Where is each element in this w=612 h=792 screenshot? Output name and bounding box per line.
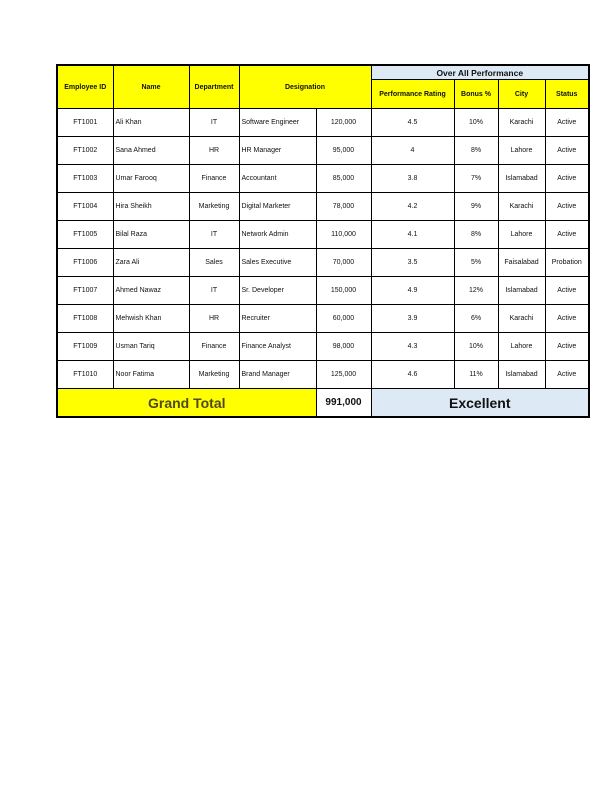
overall-performance-value: Excellent bbox=[371, 389, 589, 418]
cell-name: Hira Sheikh bbox=[113, 193, 189, 221]
cell-employee-id: FT1006 bbox=[57, 249, 113, 277]
cell-status: Active bbox=[545, 361, 589, 389]
cell-city: Lahore bbox=[498, 137, 545, 165]
cell-status: Active bbox=[545, 277, 589, 305]
cell-name: Noor Fatima bbox=[113, 361, 189, 389]
cell-department: IT bbox=[189, 221, 239, 249]
cell-name: Bilal Raza bbox=[113, 221, 189, 249]
cell-designation: Digital Marketer bbox=[239, 193, 316, 221]
header-bonus: Bonus % bbox=[454, 80, 498, 109]
table-row bbox=[57, 165, 589, 193]
cell-employee-id: FT1007 bbox=[57, 277, 113, 305]
cell-city: Lahore bbox=[498, 221, 545, 249]
cell-employee-id: FT1004 bbox=[57, 193, 113, 221]
cell-bonus: 11% bbox=[454, 361, 498, 389]
cell-designation: Sales Executive bbox=[239, 249, 316, 277]
table-row bbox=[57, 137, 589, 165]
table-row bbox=[57, 221, 589, 249]
cell-salary: 98,000 bbox=[316, 333, 371, 361]
cell-salary: 78,000 bbox=[316, 193, 371, 221]
cell-bonus: 12% bbox=[454, 277, 498, 305]
header-designation: Designation bbox=[239, 65, 371, 109]
cell-salary: 110,000 bbox=[316, 221, 371, 249]
cell-bonus: 8% bbox=[454, 137, 498, 165]
table-row bbox=[57, 305, 589, 333]
cell-bonus: 7% bbox=[454, 165, 498, 193]
cell-salary: 120,000 bbox=[316, 109, 371, 137]
cell-city: Karachi bbox=[498, 193, 545, 221]
cell-performance-rating: 4.3 bbox=[371, 333, 454, 361]
cell-name: Ahmed Nawaz bbox=[113, 277, 189, 305]
cell-department: Marketing bbox=[189, 193, 239, 221]
cell-status: Active bbox=[545, 193, 589, 221]
cell-department: HR bbox=[189, 305, 239, 333]
cell-department: IT bbox=[189, 277, 239, 305]
cell-performance-rating: 4.9 bbox=[371, 277, 454, 305]
cell-employee-id: FT1003 bbox=[57, 165, 113, 193]
cell-city: Karachi bbox=[498, 109, 545, 137]
cell-status: Active bbox=[545, 221, 589, 249]
cell-department: HR bbox=[189, 137, 239, 165]
header-city: City bbox=[498, 80, 545, 109]
cell-city: Karachi bbox=[498, 305, 545, 333]
cell-employee-id: FT1008 bbox=[57, 305, 113, 333]
cell-city: Islamabad bbox=[498, 165, 545, 193]
cell-performance-rating: 4.2 bbox=[371, 193, 454, 221]
cell-designation: HR Manager bbox=[239, 137, 316, 165]
cell-performance-rating: 3.9 bbox=[371, 305, 454, 333]
cell-performance-rating: 4.5 bbox=[371, 109, 454, 137]
table-row bbox=[57, 277, 589, 305]
cell-salary: 85,000 bbox=[316, 165, 371, 193]
grand-total-value: 991,000 bbox=[316, 389, 371, 418]
header-overall-performance: Over All Performance bbox=[371, 65, 589, 80]
cell-status: Probation bbox=[545, 249, 589, 277]
cell-status: Active bbox=[545, 109, 589, 137]
cell-salary: 150,000 bbox=[316, 277, 371, 305]
cell-bonus: 6% bbox=[454, 305, 498, 333]
cell-designation: Software Engineer bbox=[239, 109, 316, 137]
cell-designation: Accountant bbox=[239, 165, 316, 193]
cell-name: Umar Farooq bbox=[113, 165, 189, 193]
cell-performance-rating: 4.1 bbox=[371, 221, 454, 249]
employee-table bbox=[56, 64, 590, 418]
cell-salary: 95,000 bbox=[316, 137, 371, 165]
cell-designation: Recruiter bbox=[239, 305, 316, 333]
cell-performance-rating: 3.8 bbox=[371, 165, 454, 193]
cell-city: Lahore bbox=[498, 333, 545, 361]
grand-total-row bbox=[57, 389, 589, 418]
cell-city: Islamabad bbox=[498, 277, 545, 305]
cell-city: Faisalabad bbox=[498, 249, 545, 277]
cell-department: Sales bbox=[189, 249, 239, 277]
cell-employee-id: FT1010 bbox=[57, 361, 113, 389]
cell-name: Zara Ali bbox=[113, 249, 189, 277]
cell-performance-rating: 4.6 bbox=[371, 361, 454, 389]
table-row bbox=[57, 249, 589, 277]
cell-name: Sana Ahmed bbox=[113, 137, 189, 165]
cell-employee-id: FT1002 bbox=[57, 137, 113, 165]
header-status: Status bbox=[545, 80, 589, 109]
cell-designation: Finance Analyst bbox=[239, 333, 316, 361]
cell-name: Mehwish Khan bbox=[113, 305, 189, 333]
header-performance-rating: Performance Rating bbox=[371, 80, 454, 109]
cell-department: Marketing bbox=[189, 361, 239, 389]
cell-department: IT bbox=[189, 109, 239, 137]
header-name: Name bbox=[113, 65, 189, 109]
cell-salary: 60,000 bbox=[316, 305, 371, 333]
cell-department: Finance bbox=[189, 333, 239, 361]
table-row bbox=[57, 193, 589, 221]
cell-name: Ali Khan bbox=[113, 109, 189, 137]
table-row bbox=[57, 361, 589, 389]
cell-status: Active bbox=[545, 137, 589, 165]
cell-department: Finance bbox=[189, 165, 239, 193]
cell-name: Usman Tariq bbox=[113, 333, 189, 361]
header-department: Department bbox=[189, 65, 239, 109]
cell-performance-rating: 4 bbox=[371, 137, 454, 165]
cell-salary: 70,000 bbox=[316, 249, 371, 277]
table-row bbox=[57, 109, 589, 137]
cell-designation: Brand Manager bbox=[239, 361, 316, 389]
cell-bonus: 10% bbox=[454, 333, 498, 361]
cell-bonus: 9% bbox=[454, 193, 498, 221]
cell-employee-id: FT1009 bbox=[57, 333, 113, 361]
cell-bonus: 5% bbox=[454, 249, 498, 277]
cell-bonus: 10% bbox=[454, 109, 498, 137]
cell-city: Islamabad bbox=[498, 361, 545, 389]
cell-status: Active bbox=[545, 165, 589, 193]
cell-status: Active bbox=[545, 305, 589, 333]
grand-total-label: Grand Total bbox=[57, 389, 316, 418]
table-row bbox=[57, 333, 589, 361]
cell-employee-id: FT1005 bbox=[57, 221, 113, 249]
cell-bonus: 8% bbox=[454, 221, 498, 249]
cell-employee-id: FT1001 bbox=[57, 109, 113, 137]
cell-performance-rating: 3.5 bbox=[371, 249, 454, 277]
cell-designation: Sr. Developer bbox=[239, 277, 316, 305]
cell-designation: Network Admin bbox=[239, 221, 316, 249]
cell-status: Active bbox=[545, 333, 589, 361]
cell-salary: 125,000 bbox=[316, 361, 371, 389]
header-employee-id: Employee ID bbox=[57, 65, 113, 109]
